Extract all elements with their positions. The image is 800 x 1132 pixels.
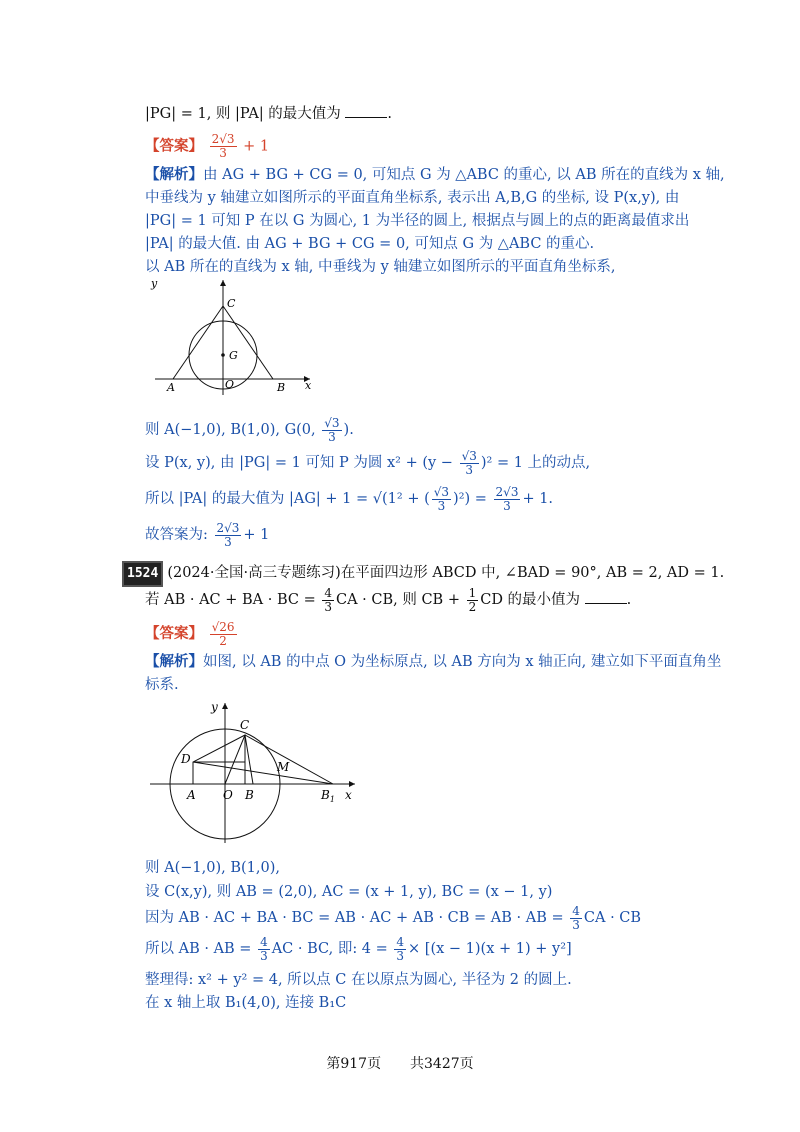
q1-s3-mid: )²) = bbox=[453, 491, 492, 507]
q2-answer-line bbox=[145, 620, 239, 648]
q1-s4-fraction bbox=[215, 522, 242, 549]
q2-stem-text-1: (2024·全国·高三专题练习)在平面四边形 ABCD 中, ∠BAD = 90°, AB = 2, AD = 1. bbox=[167, 565, 725, 581]
q1-solution-line-2 bbox=[145, 449, 590, 477]
q2-segment-oc bbox=[225, 735, 245, 784]
q1-s3-num2: 2√3 bbox=[495, 484, 519, 499]
q1-s4-num: 2√3 bbox=[216, 520, 240, 535]
q1-answer-fraction bbox=[210, 133, 237, 160]
q1-s2-num: √3 bbox=[461, 448, 477, 463]
q2-stem2-num2: 1 bbox=[468, 585, 477, 600]
q2-label-o: O bbox=[223, 788, 233, 802]
q1-s2-post: )² = 1 上的动点, bbox=[480, 455, 591, 471]
q2-solution-line-3 bbox=[145, 904, 641, 932]
question-tail-post: 的最大值为 bbox=[263, 106, 341, 122]
q2-solution-line-2: 设 C(x,y), 则 AB = (2,0), AC = (x + 1, y), BC = (x − 1, y) bbox=[145, 884, 553, 900]
q1-analysis-line-2: 中垂线为 y 轴建立如图所示的平面直角坐标系, 表示出 A,B,G 的坐标, 设 P(x,y), 由 bbox=[145, 190, 680, 206]
q2-stem-line-1 bbox=[122, 561, 724, 587]
q2-label-b1 bbox=[320, 788, 335, 804]
q1-label-y: y bbox=[151, 277, 158, 290]
q1-answer-tail: + 1 bbox=[243, 138, 270, 155]
q2-stem2-num: 4 bbox=[324, 585, 332, 600]
q2-label-c: C bbox=[240, 718, 250, 732]
q1-s4-post: + 1 bbox=[243, 527, 270, 543]
q2-s3-den: 3 bbox=[572, 917, 580, 932]
q1-answer-line bbox=[145, 133, 269, 160]
q2-label-b1-letter: B bbox=[321, 788, 330, 802]
q2-solution-line-5: 整理得: x² + y² = 4, 所以点 C 在以原点为圆心, 半径为 2 的圆上. bbox=[145, 972, 572, 988]
question-tail-end: . bbox=[387, 106, 393, 122]
q2-analysis-text-1: 如图, 以 AB 的中点 O 为坐标原点, 以 AB 方向为 x 轴正向, 建立如下平面直角坐 bbox=[203, 654, 722, 670]
q2-answer-fraction bbox=[210, 621, 237, 648]
q1-solution-line-4 bbox=[145, 521, 269, 549]
q2-stem2-pre: 若 AB · AC + BA · BC = bbox=[145, 592, 321, 608]
q1-s1-den: 3 bbox=[328, 429, 336, 444]
q2-s4-den: 3 bbox=[260, 948, 268, 963]
page-total: 共3427页 bbox=[410, 1056, 474, 1072]
q2-s4-fraction-1 bbox=[258, 936, 270, 963]
q1-answer-den: 3 bbox=[219, 146, 227, 160]
q2-solution-line-6: 在 x 轴上取 B₁(4,0), 连接 B₁C bbox=[145, 995, 347, 1011]
q2-answer-tag: 【答案】 bbox=[145, 625, 203, 642]
q2-s4-post: × [(x − 1)(x + 1) + y²] bbox=[408, 941, 572, 957]
q2-stem2-fraction-1 bbox=[322, 587, 334, 614]
q1-s3-pre: 所以 |PA| 的最大值为 |AG| + 1 = √(1² + ( bbox=[145, 491, 430, 507]
q1-label-a: A bbox=[167, 381, 175, 394]
q2-analysis-tag: 【解析】 bbox=[145, 653, 203, 670]
q1-s1-fraction bbox=[322, 417, 341, 444]
q2-label-x: x bbox=[345, 788, 352, 802]
q2-label-d: D bbox=[181, 752, 191, 766]
q2-answer-num: √26 bbox=[211, 619, 235, 634]
page-number: 第917页 bbox=[326, 1056, 382, 1072]
q1-analysis-line-4: |PA| 的最大值. 由 AG + BG + CG = 0, 可知点 G 为 △ABC 的重心. bbox=[145, 236, 595, 252]
q1-analysis-text-1: 由 AG + BG + CG = 0, 可知点 G 为 △ABC 的重心, 以 AB 所在的直线为 x 轴, bbox=[203, 167, 725, 183]
q2-answer-blank bbox=[585, 589, 627, 604]
q2-s4-pre: 所以 AB · AB = bbox=[145, 941, 257, 957]
q1-solution-line-1 bbox=[145, 416, 354, 444]
q1-s2-fraction bbox=[460, 450, 479, 477]
q2-x-arrow bbox=[349, 781, 355, 787]
q2-label-b: B bbox=[245, 788, 254, 802]
q1-solution-line-3 bbox=[145, 485, 553, 513]
question-tail-mid: |PA| bbox=[235, 106, 264, 122]
q2-stem2-den2: 2 bbox=[468, 599, 477, 614]
q2-analysis-line-2: 标系. bbox=[145, 677, 179, 693]
q2-y-arrow bbox=[222, 703, 228, 709]
q2-label-b1-sub: 1 bbox=[329, 795, 335, 804]
q2-s4-num2: 4 bbox=[396, 934, 405, 949]
q1-s1-pre: 则 A(−1,0), B(1,0), G(0, bbox=[145, 422, 321, 438]
q2-number-badge: 1524 bbox=[122, 561, 163, 587]
q2-label-y: y bbox=[211, 700, 218, 714]
q1-point-g bbox=[221, 353, 225, 357]
q2-stem2-end: . bbox=[626, 592, 632, 608]
q2-s4-den2: 3 bbox=[396, 948, 405, 963]
q1-s3-num: √3 bbox=[433, 484, 450, 499]
q2-label-a: A bbox=[187, 788, 196, 802]
q2-answer-den: 2 bbox=[219, 633, 227, 648]
q2-segment-db1 bbox=[193, 762, 333, 784]
page-footer bbox=[0, 1053, 800, 1073]
q1-analysis-tag: 【解析】 bbox=[145, 166, 203, 183]
q2-stem2-mid: CA · CB, 则 CB + bbox=[335, 592, 465, 608]
q2-label-m: M bbox=[277, 760, 290, 774]
q1-s3-den2: 3 bbox=[503, 498, 511, 513]
q1-s4-den: 3 bbox=[224, 534, 232, 549]
q1-analysis-line-1 bbox=[145, 165, 725, 185]
q2-stem-line-2 bbox=[145, 586, 631, 614]
q2-segment-cb bbox=[245, 735, 253, 784]
q1-analysis-line-5: 以 AB 所在的直线为 x 轴, 中垂线为 y 轴建立如图所示的平面直角坐标系, bbox=[145, 259, 616, 275]
q2-s3-post: CA · CB bbox=[583, 910, 642, 926]
q2-stem2-den: 3 bbox=[324, 599, 332, 614]
q1-s2-pre: 设 P(x, y), 由 |PG| = 1 可知 P 为圆 x² + (y − bbox=[145, 455, 458, 471]
answer-blank bbox=[345, 103, 387, 118]
q1-answer-num: 2√3 bbox=[211, 132, 235, 146]
q1-y-arrow bbox=[220, 280, 226, 286]
q1-analysis-line-3: |PG| = 1 可知 P 在以 G 为圆心, 1 为半径的圆上, 根据点与圆上的点的距离最值求出 bbox=[145, 213, 690, 229]
q2-s3-fraction bbox=[570, 905, 582, 932]
q2-s3-num: 4 bbox=[572, 903, 580, 918]
q2-solution-line-4 bbox=[145, 935, 572, 963]
q2-s3-pre: 因为 AB · AC + BA · BC = AB · AC + AB · CB = AB · AB = bbox=[145, 910, 569, 926]
q1-side-ac bbox=[173, 306, 223, 379]
q1-s3-post: + 1. bbox=[522, 491, 554, 507]
q1-label-g: G bbox=[229, 349, 238, 362]
q1-s2-den: 3 bbox=[465, 462, 474, 477]
q2-analysis-line-1 bbox=[145, 652, 721, 672]
q1-figure bbox=[145, 275, 320, 400]
q1-s3-den: 3 bbox=[437, 498, 446, 513]
q1-s4-pre: 故答案为: bbox=[145, 527, 213, 543]
question-tail-line bbox=[145, 103, 392, 124]
q1-s1-post: ). bbox=[343, 422, 354, 438]
q2-quadrilateral bbox=[193, 735, 245, 784]
q1-label-x: x bbox=[305, 379, 312, 392]
q2-s4-mid: AC · BC, 即: 4 = bbox=[271, 941, 393, 957]
q1-s1-num: √3 bbox=[324, 415, 340, 430]
q1-s3-fraction-1 bbox=[432, 486, 451, 513]
q1-label-b: B bbox=[277, 381, 286, 394]
q2-figure bbox=[145, 695, 360, 845]
q2-stem2-post: CD 的最小值为 bbox=[480, 592, 581, 608]
q2-s4-num: 4 bbox=[260, 934, 268, 949]
q1-label-c: C bbox=[227, 297, 236, 310]
q2-s4-fraction-2 bbox=[394, 936, 406, 963]
q2-solution-line-1: 则 A(−1,0), B(1,0), bbox=[145, 860, 280, 876]
q2-stem2-fraction-2 bbox=[467, 587, 479, 614]
question-tail-pre: |PG| = 1, 则 bbox=[145, 106, 236, 122]
q1-s3-fraction-2 bbox=[494, 486, 521, 513]
q1-answer-tag: 【答案】 bbox=[145, 137, 203, 155]
q1-label-o: O bbox=[225, 378, 235, 391]
q1-side-bc bbox=[223, 306, 273, 379]
